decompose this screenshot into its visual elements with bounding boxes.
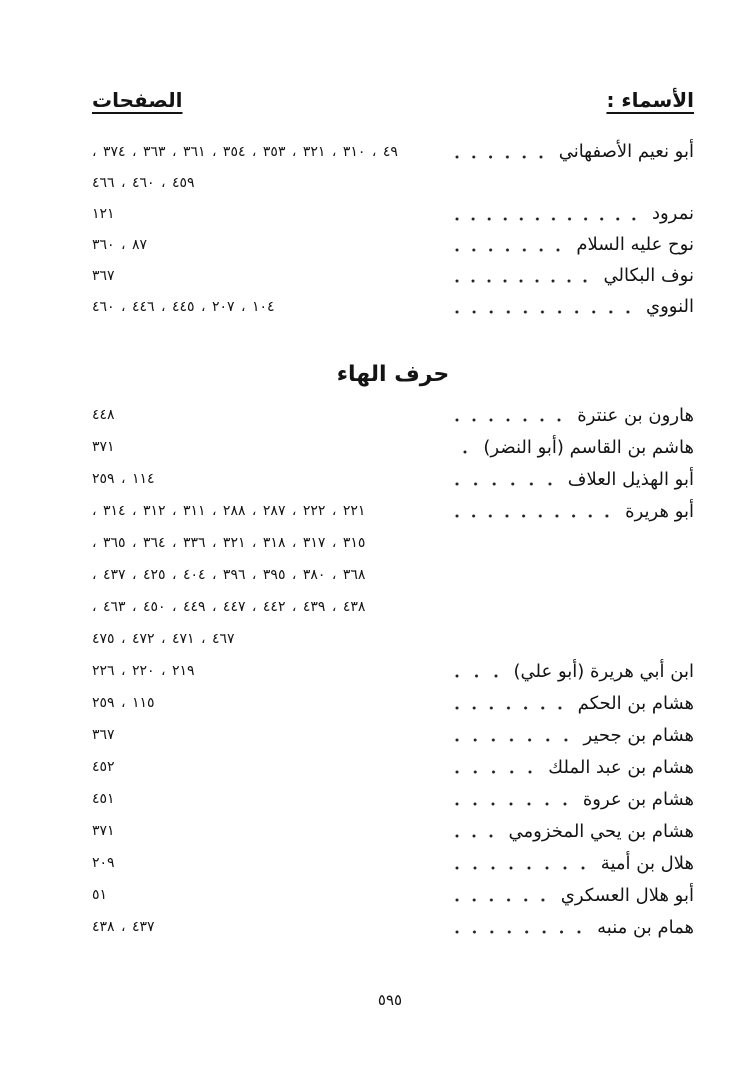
entry-name: هشام بن عبد الملك [548,756,694,778]
entry-pages: ٣١٥ ، ٣١٧ ، ٣١٨ ، ٣٢١ ، ٣٣٦ ، ٣٦٤ ، ٣٦٥ ، [92,535,366,551]
dot-leader [449,865,591,871]
index-entry [92,229,694,260]
index-header [92,82,694,118]
index-entry [92,260,694,291]
entry-pages: ٢١٩ ، ٢٢٠ ، ٢٢٦ [92,663,195,679]
dot-leader [449,737,574,743]
entry-name: هشام بن جحير [583,724,694,746]
index-entry [92,399,694,431]
index-entry [92,687,694,719]
entry-pages: ١٠٤ ، ٢٠٧ ، ٤٤٥ ، ٤٤٦ ، ٤٦٠ [92,298,275,315]
entry-pages: ٣٦٨ ، ٣٨٠ ، ٣٩٥ ، ٣٩٦ ، ٤٠٤ ، ٤٢٥ ، ٤٣٧ ، [92,567,366,583]
entry-pages: ١١٤ ، ٢٥٩ [92,471,155,487]
entry-pages: ٤٦٧ ، ٤٧١ ، ٤٧٢ ، ٤٧٥ [92,631,235,647]
entry-pages: ٢٢١ ، ٢٢٢ ، ٢٨٧ ، ٢٨٨ ، ٣١١ ، ٣١٢ ، ٣١٤ ، [92,503,366,519]
index-entry [92,136,694,167]
entry-pages: ٢٠٩ [92,855,115,871]
entry-pages: ٤٥١ [92,791,115,807]
index-entry [92,463,694,495]
entry-pages: ١١٥ ، ٢٥٩ [92,695,155,711]
entry-name: نوف البكالي [603,265,694,286]
entry-name: هشام بن عروة [582,788,694,810]
index-entry [92,431,694,463]
entry-name: أبو الهذيل العلاف [567,468,694,490]
index-entry [92,291,694,322]
dot-leader [449,673,504,679]
entry-pages: ٣٦٧ [92,727,115,743]
entry-pages: ٤٥٢ [92,759,115,775]
index-entry [92,495,694,527]
entry-name: هاشم بن القاسم (أبو النضر) [483,436,694,458]
dot-leader [449,449,473,455]
entry-name: النووي [646,296,694,317]
index-entry [92,879,694,911]
entry-name: هلال بن أمية [600,852,694,874]
dot-leader [449,417,567,423]
entry-pages: ٣٦٧ [92,267,115,284]
pages-column-label: الصفحات [92,88,183,112]
names-column-label: الأسماء : [606,88,694,112]
entry-pages: ٤٣٨ ، ٤٣٩ ، ٤٤٢ ، ٤٤٧ ، ٤٤٩ ، ٤٥٠ ، ٤٦٣ ، [92,599,366,615]
index-entry [92,911,694,943]
index-entry [92,751,694,783]
entry-name: ابن أبي هريرة (أبو علي) [513,660,694,682]
index-entry [92,198,694,229]
index-entry [92,655,694,687]
dot-leader [449,309,636,315]
entry-name: أبو نعيم الأصفهاني [558,141,694,162]
entry-pages: ٤٤٨ [92,407,115,423]
dot-leader [449,278,593,284]
entry-pages: ٨٧ ، ٣٦٠ [92,236,148,253]
dot-leader [449,513,615,519]
section-heading: حرف الهاء [336,362,450,387]
dot-leader [449,154,549,160]
dot-leader [449,216,642,222]
index-entry [92,815,694,847]
index-entry-continuation [92,527,694,559]
entry-name: أبو هريرة [625,500,694,522]
index-section-nun [92,136,694,322]
dot-leader [449,769,538,775]
dot-leader [449,247,566,253]
entry-pages: ٥١ [92,887,108,903]
index-entry [92,719,694,751]
dot-leader [449,705,568,711]
entry-name: نوح عليه السلام [576,234,694,255]
entry-pages: ٤٥٩ ، ٤٦٠ ، ٤٦٦ [92,174,195,191]
dot-leader [449,929,587,935]
index-section-ha [92,399,694,943]
index-entry-continuation [92,167,694,198]
entry-pages: ٣٧١ [92,823,115,839]
entry-pages: ١٢١ [92,205,115,222]
index-entry-continuation [92,623,694,655]
dot-leader [449,481,558,487]
dot-leader [449,801,573,807]
index-entry-continuation [92,591,694,623]
entry-name: همام بن منبه [597,916,694,938]
index-page [92,82,694,943]
page-number: ٥٩٥ [377,991,403,1009]
entry-name: أبو هلال العسكري [560,884,694,906]
dot-leader [449,897,551,903]
entry-name: هشام بن يحي المخزومي [508,820,694,842]
entry-name: هشام بن الحكم [577,692,694,714]
entry-pages: ٤٩ ، ٣١٠ ، ٣٢١ ، ٣٥٣ ، ٣٥٤ ، ٣٦١ ، ٣٦٣ ، ٣٧٤ ، [92,143,398,160]
entry-pages: ٣٧١ [92,439,115,455]
entry-name: نمرود [651,203,694,224]
index-entry-continuation [92,559,694,591]
dot-leader [449,833,499,839]
index-entry [92,847,694,879]
index-entry [92,783,694,815]
entry-pages: ٤٣٧ ، ٤٣٨ [92,919,155,935]
entry-name: هارون بن عنترة [577,404,694,426]
